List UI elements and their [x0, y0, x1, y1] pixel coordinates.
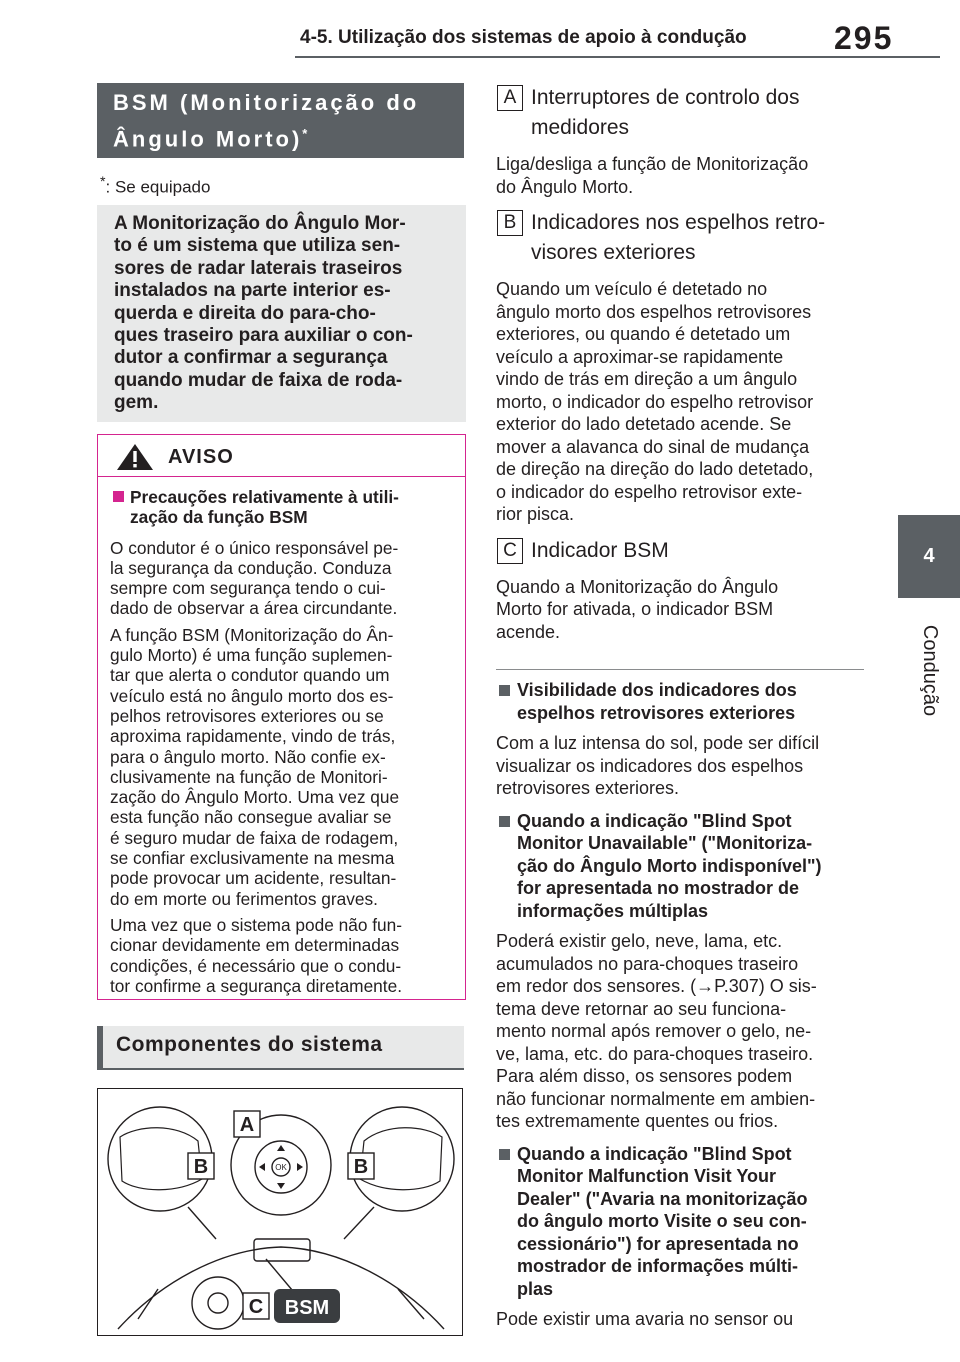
component-desc-line: morto, o indicador do espelho retrovisor: [496, 391, 814, 412]
intro-line: quando mudar de faixa de roda-: [114, 369, 403, 391]
warning-title: AVISO: [168, 446, 234, 468]
warning-line: Uma vez que o sistema pode não fun-: [110, 914, 403, 935]
warning-paragraph: [110, 915, 453, 996]
warning-triangle-icon: [116, 443, 154, 471]
component-desc-line: exteriores, ou quando é detetado um: [496, 324, 791, 344]
section-title-line2: [113, 118, 464, 154]
bullet-square-icon: [499, 685, 510, 696]
note-heading-line: ção do Ângulo Morto indisponível"): [517, 855, 822, 876]
warning-line: veículo está no ângulo morto dos es-: [110, 685, 394, 706]
component-title-line: visores exteriores: [531, 241, 696, 264]
component-desc-line: ângulo morto dos espelhos retrovisores: [496, 301, 812, 322]
component-desc-line: Quando um veículo é detetado no: [496, 279, 768, 299]
note-body-line: mento normal após remover o gelo, ne-: [496, 1021, 812, 1041]
figure-label-a: A: [239, 1114, 255, 1136]
section-title-box: [97, 83, 464, 158]
warning-line: esta função não consegue avaliar se: [110, 807, 392, 828]
steering-hub: [208, 1293, 228, 1313]
warning-line: zação do Ângulo Morto. Uma vez que: [110, 787, 400, 808]
page-number: 295: [834, 20, 894, 56]
intro-line: instalados na parte interior es-: [114, 280, 391, 302]
warning-line: cionar devidamente em determinadas: [110, 935, 400, 956]
note-heading-line: Monitor Unavailable" ("Monitoriza-: [517, 833, 813, 853]
note-heading-line: cessionário") for apresentada no: [517, 1233, 799, 1254]
note-unavailable-body: [496, 930, 864, 1133]
note-malfunction-heading: [496, 1143, 864, 1301]
component-desc-line: de direção na direção do lado detetado,: [496, 459, 814, 479]
note-body-line[interactable]: em redor dos sensores. (→P.307) O sis-: [496, 976, 817, 996]
note-heading-line: Visibilidade dos indicadores dos: [517, 680, 797, 700]
note-heading-line: for apresentada no mostrador de: [517, 878, 800, 898]
note-body-line: visualizar os indicadores dos espelhos: [496, 755, 804, 776]
dashboard-drawing: [98, 1089, 463, 1336]
header-rule: [295, 56, 940, 58]
component-c-description: [496, 576, 864, 644]
running-header: 4-5. Utilização dos sistemas de apoio à condução: [300, 27, 747, 48]
chapter-tab[interactable]: 4: [898, 515, 960, 598]
component-a-heading: [496, 83, 864, 143]
intro-line: gem.: [114, 392, 159, 414]
warning-line: para o ângulo morto. Não confie ex-: [110, 746, 386, 767]
intro-line: to é um sistema que utiliza sen-: [114, 235, 401, 257]
component-b-letter: B: [497, 210, 523, 236]
bullet-square-icon: [113, 491, 124, 502]
warning-body: [98, 477, 465, 996]
footnote: [100, 174, 210, 198]
section-divider: [496, 669, 864, 670]
note-unavailable-heading: [496, 810, 864, 923]
warning-line: pode provocar um acidente, resultan-: [110, 868, 397, 889]
steering-wheel: [192, 1277, 244, 1329]
intro-line: sores de radar laterais traseiros: [114, 257, 403, 279]
component-desc-line: rior pisca.: [496, 504, 575, 524]
note-heading-line: espelhos retrovisores exteriores: [517, 702, 796, 723]
note-heading-line: Quando a indicação "Blind Spot: [517, 1143, 792, 1164]
component-title-line: medidores: [531, 116, 630, 139]
bullet-square-icon: [499, 816, 510, 827]
warning-line: A função BSM (Monitorização do Ân-: [110, 624, 394, 645]
component-a-description: [496, 153, 864, 198]
note-heading-line: informações múltiplas: [517, 900, 709, 921]
note-body-line: não funcionar normalmente em ambien-: [496, 1088, 816, 1109]
section-title-line2-text: Ângulo Morto): [113, 126, 303, 152]
figure-label-c: C: [248, 1296, 264, 1318]
component-desc-line: o indicador do espelho retrovisor exte-: [496, 481, 803, 502]
warning-line: tar que alerta o condutor quando um: [110, 665, 390, 686]
note-heading-line: mostrador de informações múlti-: [517, 1256, 799, 1276]
intro-box: [97, 205, 466, 422]
note-visibility-heading: [496, 679, 864, 724]
component-desc-line: exterior do lado detetado acende. Se: [496, 414, 792, 434]
component-b-title: [531, 208, 825, 268]
component-c-heading: [496, 536, 864, 566]
component-desc-line: veículo a aproximar-se rapidamente: [496, 346, 784, 367]
warning-line: pelhos retrovisores exteriores ou se: [110, 705, 384, 726]
component-a-title: [531, 83, 800, 143]
component-desc-line: acende.: [496, 621, 561, 642]
warning-header: [98, 435, 465, 477]
intro-line: A Monitorização do Ângulo Mor-: [114, 213, 406, 234]
note-heading-line: do ângulo morto Visite o seu con-: [517, 1211, 807, 1231]
footnote-marker: *: [100, 174, 106, 190]
figure-label-b-left: B: [193, 1156, 209, 1178]
component-c-title: [531, 536, 669, 566]
component-c-letter: C: [497, 538, 523, 564]
note-heading-line: plas: [517, 1278, 554, 1299]
warning-paragraph: [110, 538, 453, 619]
warning-line: é seguro mudar de faixa de rodagem,: [110, 827, 399, 848]
warning-line: O condutor é o único responsável pe-: [110, 537, 399, 558]
note-body-line: ve, lama, etc. do para-choques traseiro.: [496, 1043, 814, 1064]
component-a-letter: A: [497, 85, 523, 111]
warning-line: sempre com segurança tendo o cui-: [110, 578, 386, 599]
figure-label-b-right: B: [353, 1156, 369, 1178]
note-body-line: Para além disso, os sensores podem: [496, 1066, 793, 1086]
note-malfunction-body: [496, 1308, 864, 1331]
warning-line: gulo Morto) é uma função suplemen-: [110, 645, 393, 666]
component-title-line: Indicador BSM: [531, 538, 669, 562]
warning-line: se confiar exclusivamente na mesma: [110, 848, 395, 869]
component-desc-line: Liga/desliga a função de Monitorização: [496, 154, 809, 174]
note-heading-line: Quando a indicação "Blind Spot: [517, 810, 792, 831]
right-column: [496, 83, 864, 1341]
intro-line: ques traseiro para auxiliar o con-: [114, 325, 413, 347]
warning-line: tor confirme a segurança diretamente.: [110, 975, 403, 996]
note-heading-line: Monitor Malfunction Visit Your: [517, 1166, 776, 1186]
component-title-line: Interruptores de controlo dos: [531, 86, 800, 109]
warning-line: condições, é necessário que o condu-: [110, 955, 402, 976]
center-screen: [254, 1239, 310, 1261]
component-desc-line: mover a alavanca do sinal de mudança: [496, 436, 810, 457]
component-desc-line: Morto for ativada, o indicador BSM: [496, 599, 774, 619]
left-leader-line: [188, 1207, 216, 1239]
warning-line: la segurança da condução. Conduza: [110, 557, 392, 578]
component-desc-line: vindo de trás em direção a um ângulo: [496, 369, 798, 389]
dashboard-illustration: [97, 1088, 463, 1336]
warning-line: dado de observar a área circundante.: [110, 598, 398, 619]
right-leader-line: [344, 1207, 374, 1239]
component-b-heading: [496, 208, 864, 268]
component-desc-line: do Ângulo Morto.: [496, 176, 634, 197]
warning-subheading: [110, 487, 453, 528]
note-body-line: tema deve retornar ao seu funciona-: [496, 998, 787, 1019]
warning-subheading-line: Precauções relativamente à utili-: [130, 487, 399, 507]
component-desc-line: Quando a Monitorização do Ângulo: [496, 576, 779, 597]
warning-paragraph: [110, 625, 453, 909]
section-title-line1: BSM (Monitorização do: [113, 90, 420, 115]
note-body-line: Pode existir uma avaria no sensor ou: [496, 1309, 794, 1329]
note-body-line: tes extremamente quentes ou frios.: [496, 1111, 779, 1131]
chapter-label: [900, 615, 960, 725]
note-body-line: acumulados no para-choques traseiro: [496, 953, 799, 974]
component-b-description: [496, 278, 864, 526]
section-rule: [97, 1068, 464, 1070]
note-body-line: Poderá existir gelo, neve, lama, etc.: [496, 931, 783, 951]
warning-subheading-line: zação da função BSM: [130, 507, 308, 528]
warning-line: clusivamente na função de Monitori-: [110, 766, 388, 787]
intro-line: dutor a confirmar a segurança: [114, 347, 388, 369]
intro-line: querda e direita do para-cho-: [114, 302, 376, 324]
title-footnote-marker: *: [302, 126, 308, 141]
bsm-indicator-text: BSM: [284, 1297, 330, 1319]
warning-line: aproxima rapidamente, vindo de trás,: [110, 726, 396, 747]
note-heading-line: Dealer" ("Avaria na monitorização: [517, 1188, 808, 1209]
note-visibility-body: [496, 732, 864, 800]
components-section-title: Componentes do sistema: [97, 1026, 464, 1069]
warning-box: [97, 434, 466, 1000]
ok-button-label: OK: [275, 1163, 287, 1172]
warning-line: do em morte ou ferimentos graves.: [110, 888, 378, 909]
footnote-text: : Se equipado: [105, 177, 211, 197]
note-body-line: Com a luz intensa do sol, pode ser difícil: [496, 733, 820, 753]
component-title-line: Indicadores nos espelhos retro-: [531, 211, 826, 234]
chapter-label-text: Condução: [919, 624, 942, 716]
bullet-square-icon: [499, 1149, 510, 1160]
note-body-line: retrovisores exteriores.: [496, 778, 680, 798]
